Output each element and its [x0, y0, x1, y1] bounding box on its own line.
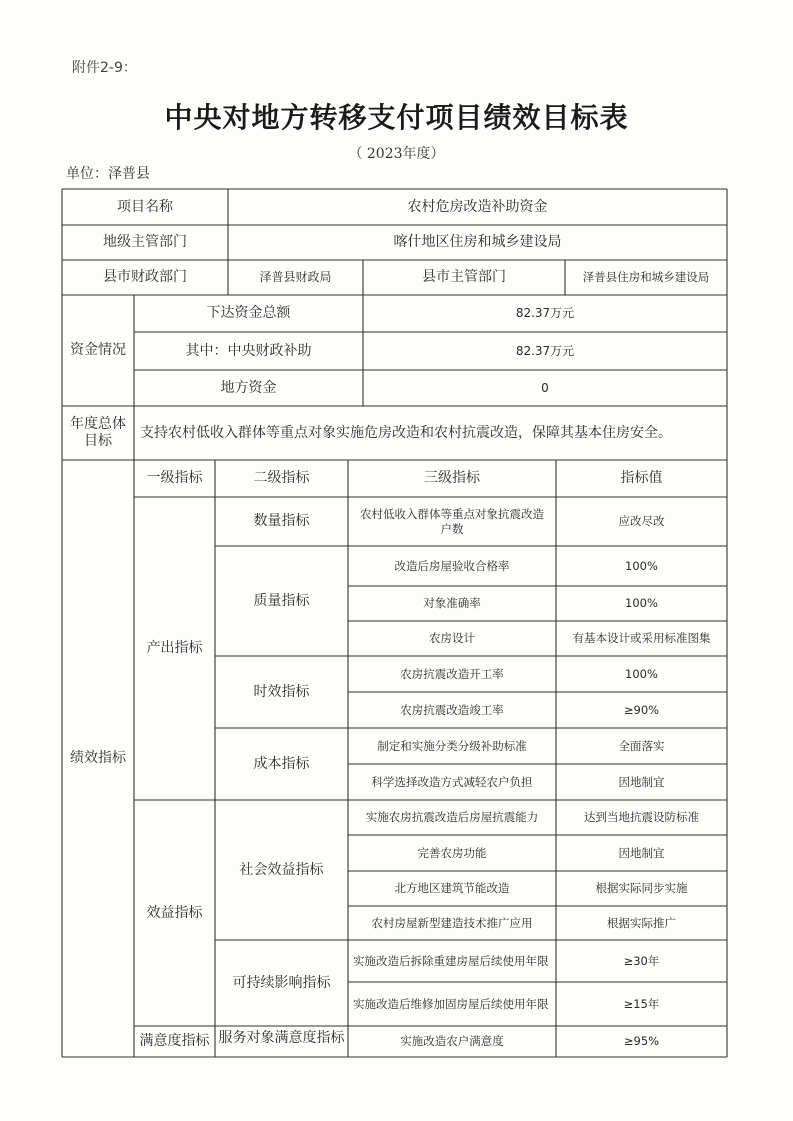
- indicator-value: 100%: [625, 558, 658, 573]
- quality-indicator: 质量指标: [253, 592, 310, 609]
- social-benefit-indicator: 社会效益指标: [239, 861, 324, 878]
- service-satisfaction-indicator: 服务对象满意度指标: [218, 1030, 345, 1046]
- indicator-value: ≥30年: [623, 953, 660, 968]
- satisfaction-indicator: 满意度指标: [139, 1033, 210, 1049]
- county-finance: 泽普县财政局: [259, 270, 332, 284]
- benefit-indicator: 效益指标: [146, 904, 203, 921]
- funds-local: 0: [541, 380, 549, 395]
- indicator-value: ≥90%: [623, 702, 660, 717]
- indicator-value: 达到当地抗震设防标准: [584, 810, 699, 824]
- header-level1: 一级指标: [146, 470, 203, 486]
- prefecture-dept: 喀什地区住房和城乡建设局: [393, 234, 562, 250]
- county-dept: 泽普县住房和城乡建设局: [582, 270, 710, 284]
- indicator-value: 因地制宜: [618, 774, 665, 789]
- indicator-name: 农房抗震改造竣工率: [400, 702, 504, 717]
- funds-central: 82.37万元: [515, 343, 575, 358]
- funds-total-label: 下达资金总额: [206, 305, 291, 321]
- indicator-name: 对象准确率: [423, 596, 481, 610]
- indicator-name: 农房抗震改造开工率: [400, 666, 504, 681]
- header-level2: 二级指标: [253, 470, 310, 486]
- unit-label: 单位：泽普县: [66, 166, 150, 182]
- annual-goal-label: 年度总体目标: [70, 416, 126, 449]
- indicator-name: 农房设计: [429, 631, 475, 645]
- funds-total: 82.37万元: [515, 306, 575, 320]
- project-name: 农村危房改造补助资金: [407, 198, 548, 215]
- indicator-name: 完善农房功能: [417, 845, 487, 860]
- attachment-label: 附件2-9：: [72, 60, 137, 76]
- prefecture-dept-label: 地级主管部门: [103, 234, 187, 250]
- indicator-name: 实施农房抗震改造后房屋抗震能力: [365, 810, 539, 824]
- indicator-value: 根据实际同步实施: [595, 881, 688, 895]
- indicator-name: 科学选择改造方式减轻农户负担: [371, 774, 533, 789]
- indicator-name: 实施改造后维修加固房屋后续使用年限: [353, 996, 549, 1011]
- county-finance-label: 县市财政部门: [103, 269, 187, 285]
- indicator-name: 改造后房屋验收合格率: [394, 558, 510, 573]
- funds-local-label: 地方资金: [220, 379, 277, 396]
- indicator-value: ≥95%: [623, 1034, 660, 1048]
- annual-goal-text: 支持农村低收入群体等重点对象实施危房改造和农村抗震改造，保障其基本住房安全。: [140, 424, 672, 441]
- indicator-name: 农村低收入群体等重点对象抗震改造户数: [360, 506, 544, 536]
- county-dept-label: 县市主管部门: [422, 269, 506, 285]
- indicator-name: 制定和实施分类分级补助标准: [377, 738, 527, 753]
- timeliness-indicator: 时效指标: [253, 683, 310, 700]
- indicator-value: 应改尽改: [618, 514, 665, 528]
- funds-central-label: 其中：中央财政补助: [185, 342, 312, 359]
- header-value: 指标值: [620, 470, 663, 486]
- indicator-value: 因地制宜: [618, 845, 665, 860]
- indicator-name: 农村房屋新型建造技术推广应用: [371, 915, 533, 930]
- indicator-name: 实施改造农户满意度: [400, 1034, 504, 1048]
- quantity-indicator: 数量指标: [253, 513, 310, 529]
- funds-label: 资金情况: [70, 342, 126, 358]
- indicator-name: 北方地区建筑节能改造: [394, 881, 510, 895]
- indicator-value: ≥15年: [623, 996, 660, 1011]
- indicator-value: 有基本设计或采用标准图集: [572, 631, 711, 645]
- cost-indicator: 成本指标: [253, 755, 310, 772]
- performance-label: 绩效指标: [70, 750, 126, 766]
- sustainable-impact-indicator: 可持续影响指标: [232, 974, 331, 991]
- indicator-value: 根据实际推广: [607, 915, 676, 930]
- indicator-value: 100%: [625, 596, 658, 610]
- indicator-value: 100%: [625, 666, 658, 681]
- indicator-value: 全面落实: [618, 738, 665, 753]
- output-indicator: 产出指标: [146, 640, 203, 656]
- year-label: （ 2023年度）: [348, 146, 445, 162]
- page-title: 中央对地方转移支付项目绩效目标表: [164, 101, 629, 134]
- header-level3: 三级指标: [424, 470, 480, 486]
- indicator-name: 实施改造后拆除重建房屋后续使用年限: [353, 953, 549, 968]
- project-name-label: 项目名称: [117, 198, 173, 215]
